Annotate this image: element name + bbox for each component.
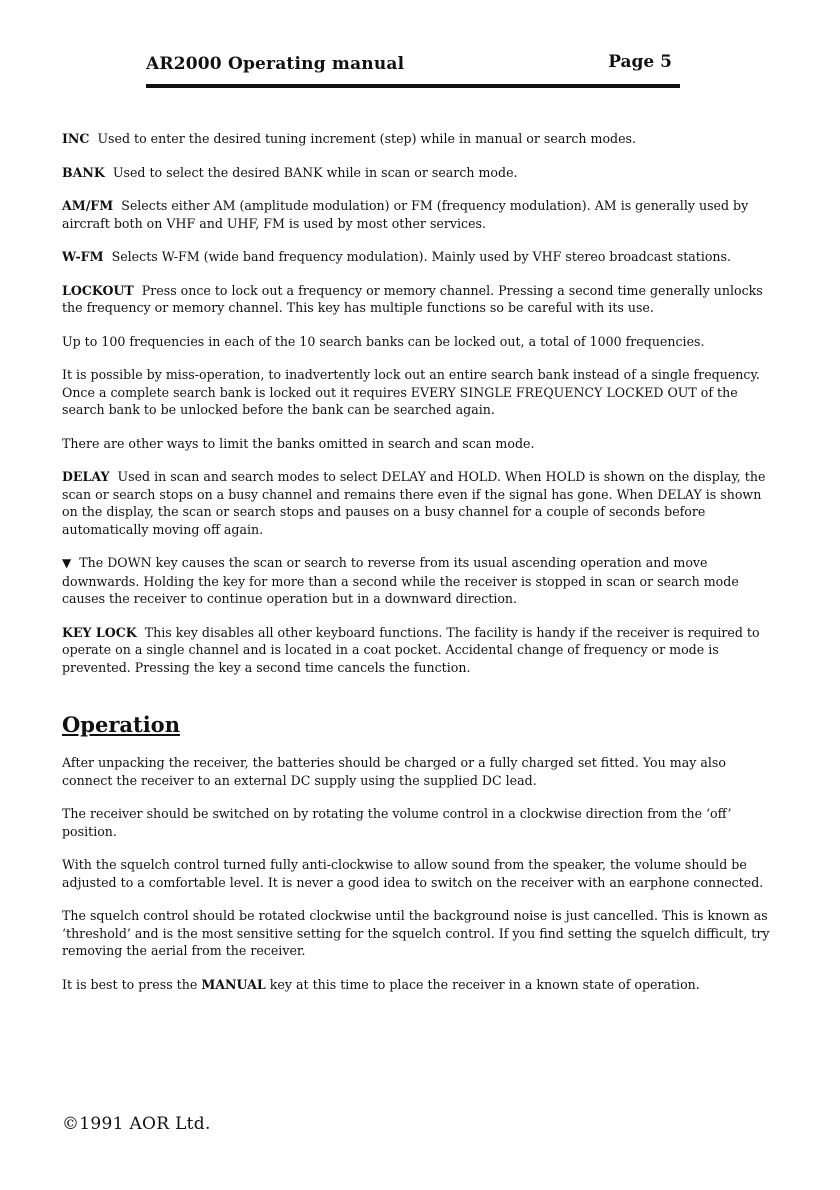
down-arrow-icon: ▼ xyxy=(62,556,72,570)
term-inc: INC xyxy=(62,131,90,146)
page-header xyxy=(146,52,684,90)
paragraph-text: Used to enter the desired tuning increment (step) while in manual or search modes. xyxy=(97,131,637,146)
paragraph-text: This key disables all other keyboard functions. The facility is handy if the receiver is required to operate on a single channel and is located in a coat pocket. Accidental change of frequency or mode is prevented. Pressing the key a second time cancels the function. xyxy=(62,624,760,675)
paragraph-text: There are other ways to limit the banks omitted in search and scan mode. xyxy=(62,435,535,451)
paragraph-other-ways xyxy=(62,435,770,453)
term-lockout: LOCKOUT xyxy=(62,282,134,298)
paragraph-text: Press once to lock out a frequency or memory channel. Pressing a second time generally unlocks the frequency or memory channel. This key has multiple functions so be careful with its use. xyxy=(62,282,763,315)
term-w-fm: W-FM xyxy=(62,249,104,264)
paragraph-text: Selects W-FM (wide band frequency modulation). Mainly used by VHF stereo broadcast stations. xyxy=(111,249,732,264)
term-bank: BANK xyxy=(62,164,105,180)
paragraph-w-fm xyxy=(62,248,770,266)
paragraph-lockout-limit xyxy=(62,333,770,351)
operation-paragraph-3: With the squelch control turned fully anti-clockwise to allow sound from the speaker, the volume should be adjusted to a comfortable level. It is never a good idea to switch on the receiver with an earphone connected. xyxy=(62,857,764,890)
operation-paragraph-2: The receiver should be switched on by rotating the volume control in a clockwise direction from the ‘off’ position. xyxy=(62,806,732,839)
operation-paragraph-1: After unpacking the receiver, the batteries should be charged or a fully charged set fitted. You may also connect the receiver to an external DC supply using the supplied DC lead. xyxy=(62,755,726,788)
paragraph-text: Used to select the desired BANK while in scan or search mode. xyxy=(112,164,518,180)
paragraph-key-lock xyxy=(62,624,770,677)
paragraph-inc xyxy=(62,130,770,148)
term-delay: DELAY xyxy=(62,469,110,484)
paragraph-text: Selects either AM (amplitude modulation) or FM (frequency modulation). AM is generally used by aircraft both on VHF and UHF, FM is used by most other services. xyxy=(62,198,749,231)
term-key-lock: KEY LOCK xyxy=(62,624,137,640)
operation-paragraph-5 xyxy=(62,976,770,994)
paragraph-text: The DOWN key causes the scan or search to reverse from its usual ascending operation and move downwards. Holding the key for more than a second while the receiver is stopped in scan or search mode causes the receiver to continue operation but in a downward direction. xyxy=(62,555,739,606)
paragraph-bank xyxy=(62,164,770,182)
paragraph-lockout-warning xyxy=(62,366,770,419)
paragraph-down xyxy=(62,554,770,608)
manual-title: AR2000 Operating manual xyxy=(146,54,405,74)
section-heading-operation: Operation xyxy=(62,712,180,737)
paragraph-text: Up to 100 frequencies in each of the 10 search banks can be locked out, a total of 1000 frequencies. xyxy=(62,333,705,349)
manual-key-label: MANUAL xyxy=(201,976,266,992)
paragraph-am-fm xyxy=(62,197,770,232)
paragraph-delay xyxy=(62,468,770,538)
paragraph-text: It is best to press the xyxy=(62,976,198,992)
header-rule xyxy=(146,84,680,88)
term-am-fm: AM/FM xyxy=(62,198,114,213)
paragraph-text: It is possible by miss-operation, to inadvertently lock out an entire search bank instead of a single frequency. Once a complete search bank is locked out it requires EVERY SINGLE FREQUENCY LOCKED OUT of the search bank to be unlocked before the bank can be searched again. xyxy=(62,367,760,417)
paragraph-text: Used in scan and search modes to select DELAY and HOLD. When HOLD is shown on the display, the scan or search stops on a busy channel and remains there even if the signal has gone. When DELAY is shown on the display, the scan or search stops and pauses on a busy channel for a couple of seconds before automatically moving off again. xyxy=(62,469,766,537)
paragraph-text: key at this time to place the receiver in a known state of operation. xyxy=(269,976,700,992)
operation-paragraph-4: The squelch control should be rotated clockwise until the background noise is just cancelled. This is known as ‘threshold’ and is the most sensitive setting for the squelch control. If you find setting the squelch difficult, try removing the aerial from the receiver. xyxy=(62,908,770,958)
page-number: Page 5 xyxy=(608,52,672,72)
page-content xyxy=(62,130,770,1009)
copyright-footer: ©1991 AOR Ltd. xyxy=(62,1114,211,1134)
paragraph-lockout xyxy=(62,282,770,317)
